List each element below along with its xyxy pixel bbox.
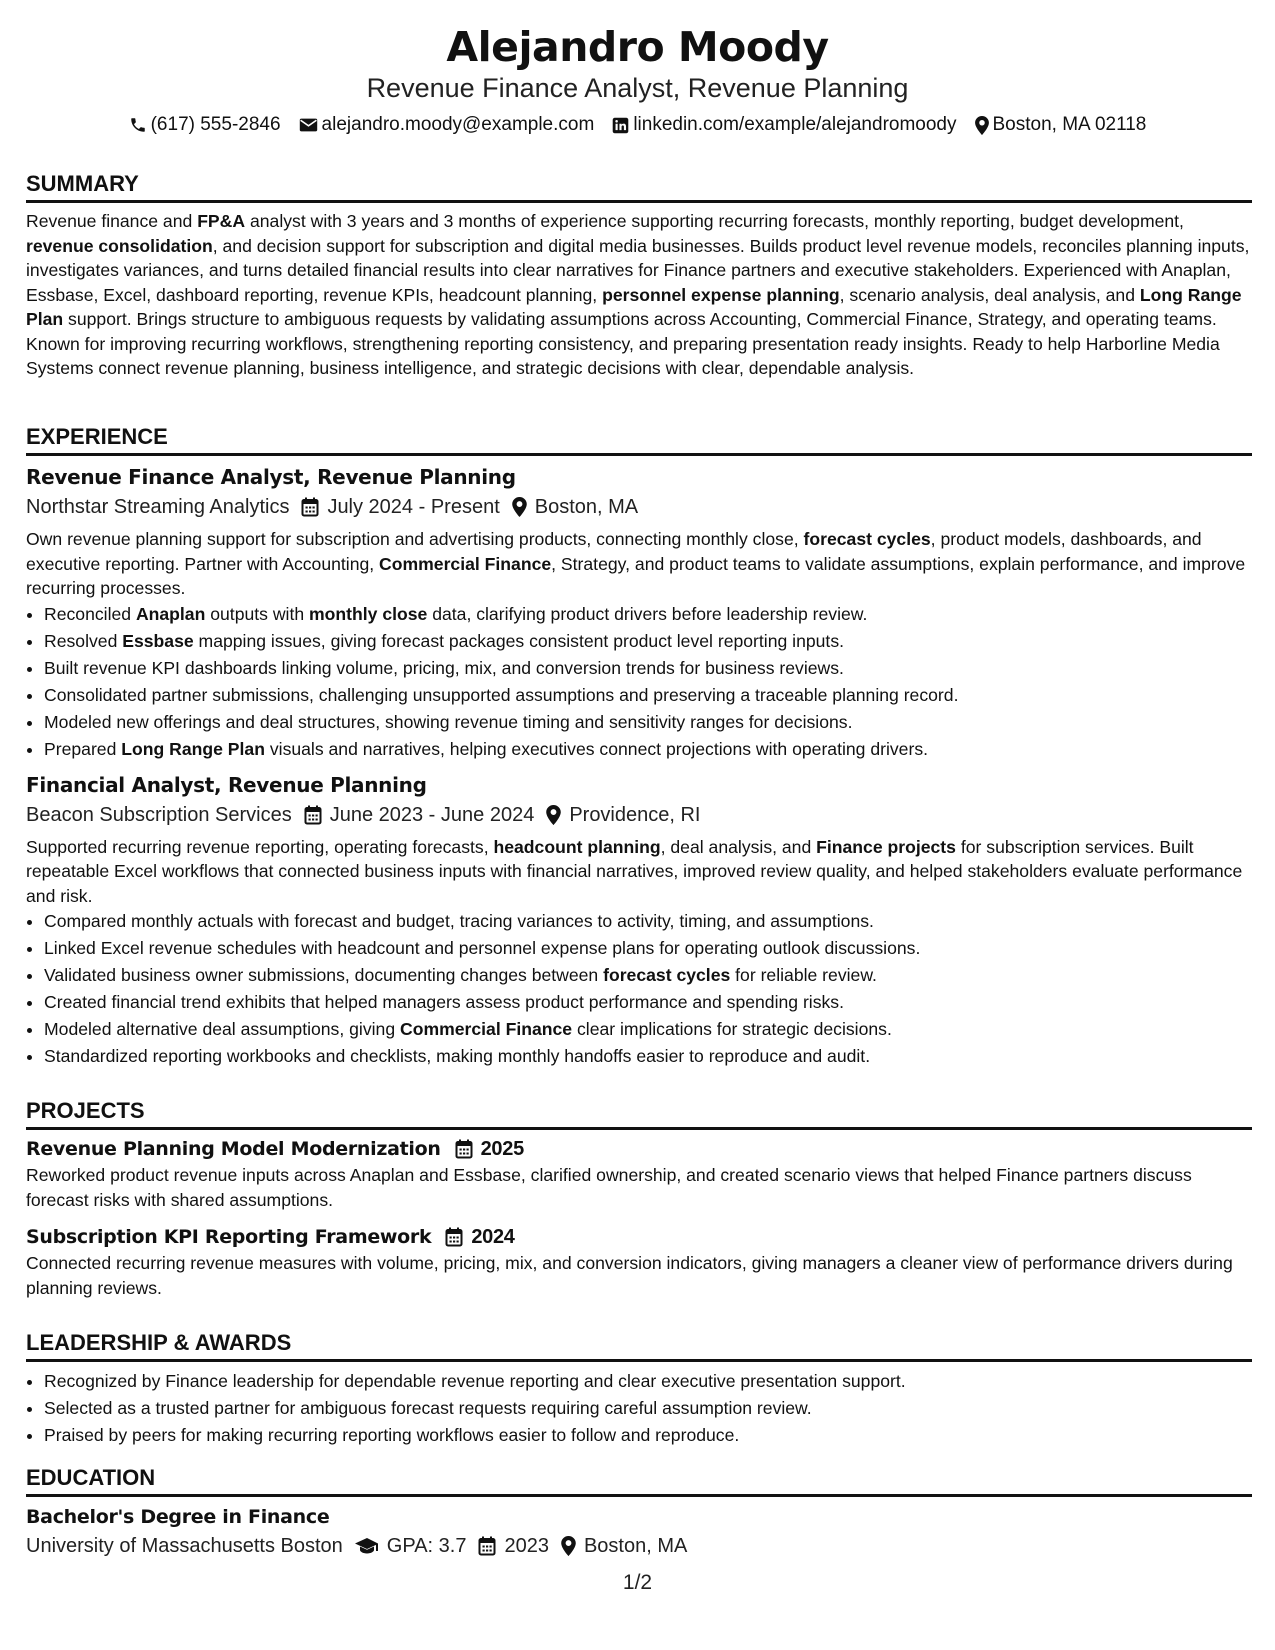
- list-item: • Recognized by Finance leadership for dependable revenue reporting and clear executive presentation support.: [44, 1368, 1252, 1395]
- job-location: Providence, RI: [569, 803, 701, 826]
- education-heading: EDUCATION: [26, 1464, 1252, 1497]
- projects-heading: PROJECTS: [26, 1097, 1252, 1130]
- job-description: Own revenue planning support for subscription and advertising products, connecting monthly close, forecast cycles, product models, dashboards, and executive reporting. Partner with Accounting, Commercial Finance, Strategy, and product teams to validate assumptions, explain performance, and improve recurring processes.: [26, 529, 1246, 598]
- phone-icon: [129, 116, 147, 134]
- project-year: 2024: [471, 1226, 515, 1248]
- graduation-cap-icon: [355, 1537, 379, 1555]
- experience-heading: EXPERIENCE: [26, 423, 1252, 456]
- calendar-icon: [304, 805, 322, 825]
- contact-phone[interactable]: [129, 113, 281, 137]
- project-year: 2025: [480, 1138, 524, 1160]
- page-number: 1/2: [622, 1571, 653, 1594]
- list-item: • Standardized reporting workbooks and checklists, making monthly handoffs easier to reproduce and audit.: [44, 1043, 1252, 1070]
- project-entry: [26, 1223, 1252, 1300]
- contact-location: [975, 113, 1147, 137]
- list-item: • Modeled new offerings and deal structures, showing revenue timing and sensitivity ranges for decisions.: [44, 709, 1252, 736]
- project-title: Subscription KPI Reporting Framework: [26, 1226, 432, 1248]
- candidate-name: Alejandro Moody: [446, 23, 829, 71]
- calendar-icon: [478, 1536, 496, 1556]
- list-item: • Praised by peers for making recurring reporting workflows easier to follow and reproduce.: [44, 1422, 1252, 1449]
- job-dates: July 2024 - Present: [327, 496, 500, 518]
- list-item: • Reconciled Anaplan outputs with monthly close data, clarifying product drivers before leadership review.: [44, 601, 1252, 628]
- list-item: • Modeled alternative deal assumptions, giving Commercial Finance clear implications for strategic decisions.: [44, 1016, 1252, 1043]
- list-item: • Consolidated partner submissions, challenging unsupported assumptions and preserving a traceable planning record.: [44, 682, 1252, 709]
- list-item: • Resolved Essbase mapping issues, giving forecast packages consistent product level reporting inputs.: [44, 628, 1252, 655]
- company-name: Northstar Streaming Analytics: [26, 496, 290, 518]
- map-pin-icon: [546, 805, 561, 825]
- phone-text: (617) 555-2846: [150, 114, 281, 135]
- calendar-icon: [445, 1227, 463, 1247]
- job-meta: [26, 493, 1252, 521]
- location-text: Boston, MA 02118: [992, 114, 1147, 135]
- list-item: • Prepared Long Range Plan visuals and narratives, helping executives connect projections with operating drivers.: [44, 736, 1252, 763]
- summary-heading: SUMMARY: [26, 170, 1252, 203]
- resume-header: [0, 22, 1275, 137]
- school-location: Boston, MA: [583, 1535, 688, 1557]
- experience-section: [26, 423, 1252, 1070]
- job-title: Financial Analyst, Revenue Planning: [26, 772, 427, 797]
- contact-row: [0, 113, 1275, 137]
- job-description: Supported recurring revenue reporting, operating forecasts, headcount planning, deal analysis, and Finance projects for subscription services. Built repeatable Excel workflows that connected business inputs with financial narratives, improved review quality, and helped stakeholders evaluate performance and risk.: [26, 836, 1243, 906]
- project-description: Reworked product revenue inputs across Anaplan and Essbase, clarified ownership, and created scenario views that helped Finance partners discuss forecast risks with shared assumptions.: [26, 1165, 1192, 1210]
- linkedin-icon: [612, 117, 629, 134]
- job-entry: [26, 771, 1252, 1071]
- degree: Bachelor's Degree in Finance: [26, 1506, 330, 1528]
- linkedin-text: linkedin.com/example/alejandromoody: [633, 114, 957, 135]
- gpa: GPA: 3.7: [386, 1535, 467, 1557]
- leadership-list: [26, 1368, 1252, 1449]
- map-pin-icon: [561, 1536, 576, 1556]
- job-entry: [26, 463, 1252, 763]
- envelope-icon: [299, 117, 318, 133]
- education-meta: [26, 1532, 1252, 1560]
- list-item: • Built revenue KPI dashboards linking volume, pricing, mix, and conversion trends for business reviews.: [44, 655, 1252, 682]
- contact-email[interactable]: [299, 113, 595, 137]
- summary-section: [26, 170, 1252, 381]
- map-pin-icon: [975, 116, 989, 135]
- leadership-section: [26, 1329, 1252, 1449]
- list-item: • Created financial trend exhibits that helped managers assess product performance and spending risks.: [44, 989, 1252, 1016]
- job-bullets: [26, 908, 1252, 1070]
- contact-linkedin[interactable]: [612, 113, 956, 137]
- list-item: • Linked Excel revenue schedules with headcount and personnel expense plans for operating outlook discussions.: [44, 935, 1252, 962]
- job-bullets: [26, 601, 1252, 763]
- list-item: • Compared monthly actuals with forecast and budget, tracing variances to activity, timing, and assumptions.: [44, 908, 1252, 935]
- list-item: • Selected as a trusted partner for ambiguous forecast requests requiring careful assumption review.: [44, 1395, 1252, 1422]
- project-description: Connected recurring revenue measures with volume, pricing, mix, and conversion indicators, giving managers a cleaner view of performance drivers during planning reviews.: [26, 1253, 1233, 1298]
- calendar-icon: [455, 1139, 473, 1159]
- education-section: [26, 1464, 1252, 1560]
- job-meta: [26, 801, 1252, 829]
- email-text: alejandro.moody@example.com: [321, 114, 595, 135]
- job-title: Revenue Finance Analyst, Revenue Planning: [26, 465, 516, 489]
- candidate-title: Revenue Finance Analyst, Revenue Planning: [366, 73, 909, 103]
- school-name: University of Massachusetts Boston: [26, 1535, 343, 1557]
- leadership-heading: LEADERSHIP & AWARDS: [26, 1329, 1252, 1362]
- projects-section: [26, 1097, 1252, 1300]
- job-location: Boston, MA: [534, 496, 639, 518]
- project-entry: [26, 1135, 1252, 1212]
- graduation-year: 2023: [504, 1535, 549, 1557]
- map-pin-icon: [512, 497, 527, 517]
- calendar-icon: [301, 497, 319, 517]
- summary-text: Revenue finance and FP&A analyst with 3 years and 3 months of experience supporting recurring forecasts, monthly reporting, budget development, revenue consolidation, and decision support for subscription and digital media businesses. Builds product level revenue models, reconciles planning inputs, investigates variances, and turns detailed financial results into clear narratives for Finance partners and executive stakeholders. Experienced with Anaplan, Essbase, Excel, dashboard reporting, revenue KPIs, headcount planning, personnel expense planning, scenario analysis, deal analysis, and Long Range Plan support. Brings structure to ambiguous requests by validating assumptions across Accounting, Commercial Finance, Strategy, and operating teams. Known for improving recurring workflows, strengthening reporting consistency, and preparing presentation ready insights. Ready to help Harborline Media Systems connect revenue planning, business intelligence, and strategic decisions with clear, dependable analysis.: [26, 211, 1250, 378]
- list-item: • Validated business owner submissions, documenting changes between forecast cycles for reliable review.: [44, 962, 1252, 989]
- project-title: Revenue Planning Model Modernization: [26, 1138, 441, 1160]
- company-name: Beacon Subscription Services: [26, 803, 292, 826]
- job-dates: June 2023 - June 2024: [329, 803, 535, 826]
